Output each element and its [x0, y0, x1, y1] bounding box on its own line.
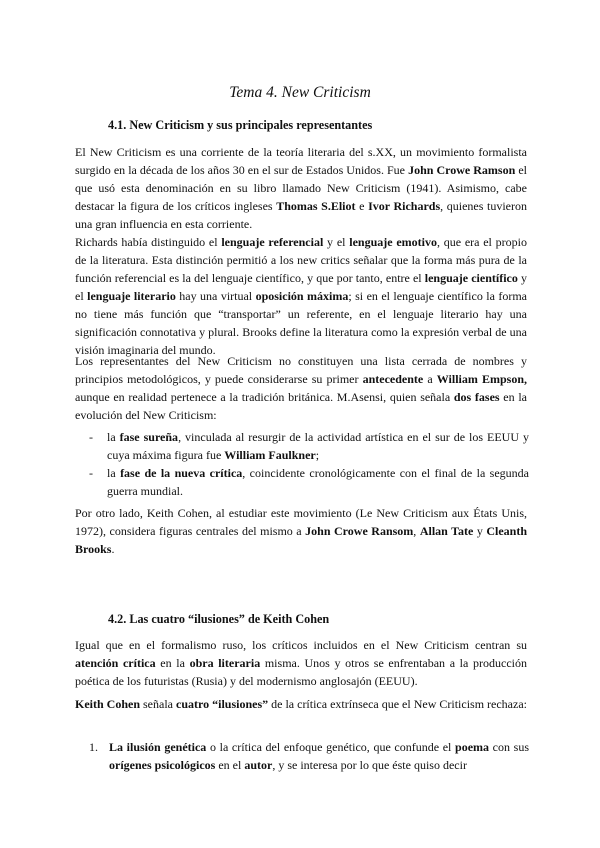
section-2-heading: 4.2. Las cuatro “ilusiones” de Keith Cohen — [108, 612, 330, 626]
section-1-heading: 4.1. New Criticism y sus principales representantes — [108, 118, 373, 132]
section-1-paragraph-2 — [75, 233, 527, 359]
bullet-text — [107, 428, 529, 464]
text-run: hay una virtual — [175, 289, 256, 303]
bullet-mark: - — [89, 430, 93, 444]
text-run: Por otro lado, Keith Cohen, al estudiar este movimiento (Le New Criticism aux États Unis, 1972), considera figuras centrales del mismo a — [75, 506, 527, 538]
text-run: ; — [315, 448, 320, 462]
numbered-text — [109, 738, 529, 774]
bold-text: poema — [455, 740, 490, 754]
text-run: Los representantes del New Criticism no constituyen una lista cerrada de nombres y principios metodológicos, y puede considerarse su primer — [75, 354, 527, 386]
bullet-item — [89, 428, 529, 464]
bold-text: lenguaje científico — [424, 271, 518, 285]
bold-text: cuatro “ilusiones” — [176, 697, 269, 711]
bold-text: Keith Cohen — [75, 697, 141, 711]
bold-text: Allan Tate — [419, 524, 474, 538]
text-run: Igual que en el formalismo ruso, los críticos incluidos en el New Criticism centran su — [75, 638, 527, 652]
bold-text: John Crowe Ramson — [408, 163, 516, 177]
text-run: misma. Unos y otros se enfrentaban a la producción poética de los futuristas (Rusia) y del modernismo anglosajón (EEUU). — [75, 656, 527, 688]
text-run: de la crítica extrínseca que el New Criticism rechaza: — [268, 697, 527, 711]
bold-text: dos fases — [453, 390, 500, 404]
bold-text: William Faulkner — [224, 448, 316, 462]
bold-text: lenguaje literario — [87, 289, 176, 303]
text-run: , vinculada al resurgir de la actividad artística en el sur de los EEUU y cuya máxima figura fue — [107, 430, 529, 462]
bold-text: fase sureña — [119, 430, 179, 444]
text-run: , — [413, 524, 420, 538]
text-run: la — [107, 430, 120, 444]
section-2-paragraph-2 — [75, 695, 527, 713]
bold-text: lenguaje referencial — [221, 235, 324, 249]
text-run: e — [355, 199, 369, 213]
bullet-item — [89, 464, 529, 500]
bold-text: autor — [244, 758, 273, 772]
text-run: y el — [75, 271, 527, 303]
bullet-text — [107, 464, 529, 500]
text-run: y — [473, 524, 487, 538]
bold-text: La ilusión genética — [109, 740, 207, 754]
text-run: en la — [155, 656, 190, 670]
bullet-mark: - — [89, 466, 93, 480]
text-run: Richards había distinguido el — [75, 235, 222, 249]
bold-text: William Empson, — [436, 372, 527, 386]
text-run: ; si en el lenguaje científico la forma no tiene más función que “transportar” un referente, en el lenguaje literario hay una significación connotativa y plural. Brooks define la literatura como la expresión verbal de una visión imaginaria del mundo. — [75, 289, 528, 357]
section-2-paragraph-1 — [75, 636, 527, 690]
bold-text: oposición máxima — [255, 289, 349, 303]
section-1-paragraph-1 — [75, 143, 527, 233]
text-run: , quienes tuvieron una gran influencia en esta corriente. — [75, 199, 527, 231]
page-title: Tema 4. New Criticism — [229, 84, 371, 101]
text-run: en la evolución del New Criticism: — [75, 390, 527, 422]
bold-text: John Crowe Ransom — [305, 524, 414, 538]
text-run: , y se interesa por lo que éste quiso decir — [272, 758, 467, 772]
text-run: . — [111, 542, 115, 556]
text-run: , coincidente cronológicamente con el final de la segunda guerra mundial. — [107, 466, 529, 498]
text-run: El New Criticism es una corriente de la teoría literaria del s.XX, un movimiento formalista surgido en la década de los años 30 en el sur de Estados Unidos. Fue — [75, 145, 527, 177]
bold-text: atención crítica — [75, 656, 156, 670]
bold-text: Ivor Richards — [368, 199, 441, 213]
text-run: o la crítica del enfoque genético, que confunde el — [206, 740, 456, 754]
text-run: la — [107, 466, 121, 480]
text-run: en el — [215, 758, 245, 772]
text-run: aunque en realidad pertenece a la tradición británica. M.Asensi, quien señala — [75, 390, 454, 404]
bold-text: orígenes psicológicos — [109, 758, 216, 772]
text-run: señala — [140, 697, 176, 711]
text-run: con sus — [489, 740, 529, 754]
bold-text: obra literaria — [189, 656, 261, 670]
bold-text: fase de la nueva crítica — [120, 466, 243, 480]
text-run: , que era el propio de la literatura. Esta distinción permitió a los new critics señalar que la forma más pura de la función referencial es la del lenguaje científico, y que por tanto, entre el — [75, 235, 527, 285]
bold-text: Cleanth Brooks — [75, 524, 528, 556]
number-mark: 1. — [89, 740, 98, 754]
bold-text: lenguaje emotivo — [349, 235, 437, 249]
bold-text: Thomas S.Eliot — [276, 199, 356, 213]
numbered-item — [89, 738, 529, 774]
bold-text: antecedente — [362, 372, 424, 386]
section-1-paragraph-4 — [75, 504, 527, 558]
text-run: y el — [323, 235, 350, 249]
text-run: el que usó esta denominación en su libro llamado New Criticism (1941). Asimismo, cabe destacar la figura de los críticos ingleses — [75, 163, 527, 213]
section-1-paragraph-3 — [75, 352, 527, 424]
text-run: a — [423, 372, 437, 386]
